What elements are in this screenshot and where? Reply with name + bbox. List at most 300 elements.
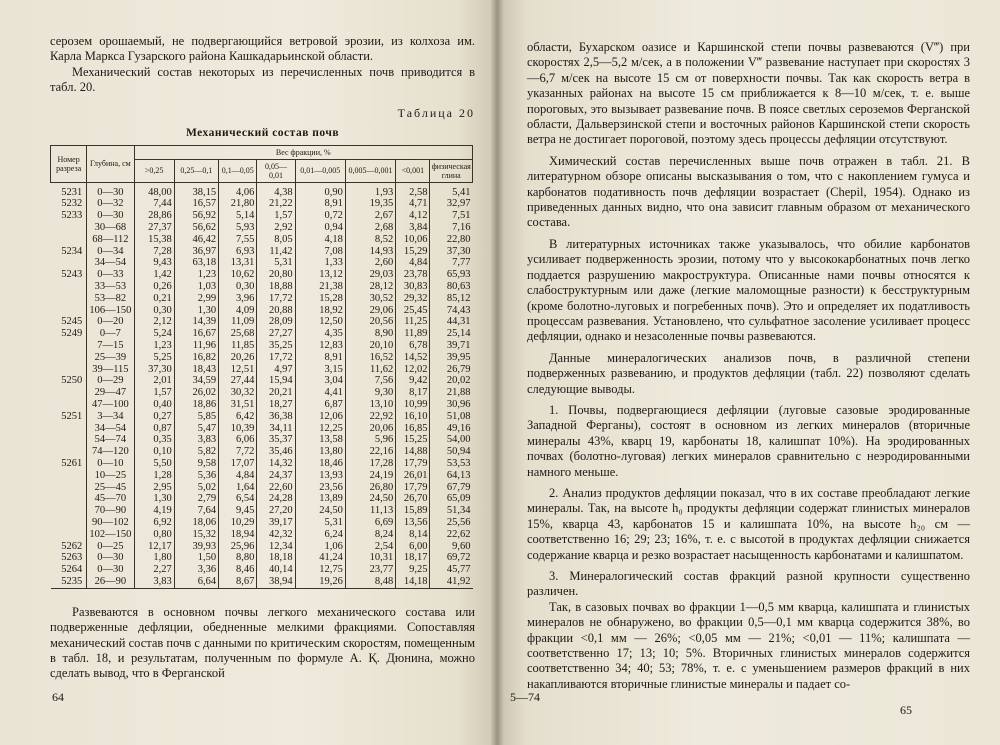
cell-value: 2,54 bbox=[345, 541, 395, 553]
table-row bbox=[51, 470, 473, 482]
table-row bbox=[51, 482, 473, 494]
cell-value: 51,08 bbox=[430, 411, 473, 423]
cell-value: 15,29 bbox=[396, 246, 430, 258]
cell-value: 8,67 bbox=[219, 576, 257, 588]
cell-value: 13,12 bbox=[295, 269, 345, 281]
cell-value: 29,32 bbox=[396, 293, 430, 305]
cell-value: 5,25 bbox=[134, 352, 174, 364]
cell-value: 16,52 bbox=[345, 352, 395, 364]
cell-value: 9,58 bbox=[174, 458, 218, 470]
cell-value: 18,17 bbox=[396, 552, 430, 564]
table-row bbox=[51, 281, 473, 293]
cell-value: 18,18 bbox=[257, 552, 295, 564]
cell-value: 85,12 bbox=[430, 293, 473, 305]
header-fraction-2: 0,1—0,05 bbox=[219, 159, 257, 182]
cell-section: 5245 bbox=[61, 316, 83, 328]
cell-value: 8,91 bbox=[295, 352, 345, 364]
cell-value: 28,12 bbox=[345, 281, 395, 293]
cell-value: 0,35 bbox=[134, 434, 174, 446]
cell-value: 13,58 bbox=[295, 434, 345, 446]
cell-value: 7,56 bbox=[345, 375, 395, 387]
cell-depth: 0—20 bbox=[87, 316, 134, 328]
table-row bbox=[51, 399, 473, 411]
cell-value: 3,84 bbox=[396, 222, 430, 234]
cell-value: 12,50 bbox=[295, 316, 345, 328]
right-page bbox=[497, 0, 1000, 745]
cell-value: 11,96 bbox=[174, 340, 218, 352]
cell-section: 5233 bbox=[61, 210, 83, 222]
cell-value: 1,57 bbox=[134, 387, 174, 399]
cell-value: 0,30 bbox=[219, 281, 257, 293]
cell-value: 20,21 bbox=[257, 387, 295, 399]
paragraph-conclusion-3: 3. Минералогический состав фракций разной крупности существенно различен. bbox=[527, 569, 970, 599]
cell-value: 13,80 bbox=[295, 446, 345, 458]
cell-value: 35,25 bbox=[257, 340, 295, 352]
cell-value: 37,30 bbox=[430, 246, 473, 258]
cell-value: 12,17 bbox=[134, 541, 174, 553]
cell-section bbox=[51, 364, 87, 376]
cell-value: 8,05 bbox=[257, 234, 295, 246]
cell-value: 2,68 bbox=[345, 222, 395, 234]
table-row bbox=[51, 458, 473, 470]
cell-value: 31,51 bbox=[219, 399, 257, 411]
cell-value: 64,13 bbox=[430, 470, 473, 482]
cell-section: 5231 bbox=[61, 186, 83, 198]
cell-section bbox=[51, 399, 87, 411]
cell-section bbox=[51, 234, 87, 246]
cell-value: 9,25 bbox=[396, 564, 430, 576]
cell-value: 23,77 bbox=[345, 564, 395, 576]
cell-value: 6,00 bbox=[396, 541, 430, 553]
cell-value: 5,36 bbox=[174, 470, 218, 482]
cell-value: 39,93 bbox=[174, 541, 218, 553]
cell-value: 10,29 bbox=[219, 517, 257, 529]
cell-depth: 54—74 bbox=[87, 434, 134, 446]
cell-value: 2,99 bbox=[174, 293, 218, 305]
cell-value: 3,15 bbox=[295, 364, 345, 376]
cell-value: 5,85 bbox=[174, 411, 218, 423]
cell-depth: 45—70 bbox=[87, 493, 134, 505]
cell-value: 14,93 bbox=[345, 246, 395, 258]
cell-value: 49,16 bbox=[430, 423, 473, 435]
cell-value: 1,28 bbox=[134, 470, 174, 482]
cell-value: 44,31 bbox=[430, 316, 473, 328]
table-row bbox=[51, 517, 473, 529]
table-row bbox=[51, 364, 473, 376]
cell-value: 10,06 bbox=[396, 234, 430, 246]
cell-value: 67,79 bbox=[430, 482, 473, 494]
paragraph-carbonates: В литературных источниках также указывалось, что обилие карбонатов усиливает подверженность эрозии, потому что у высококарбонатных почв легко поддается разрушению макроструктура. Описанные нами почвы относятся к слабоструктурным или даже (легкие маломощные разности) к бесструктурным (кроме болотно-луговых и погребенных почв). Это и определяет их податливость процессам развевания. Установлено, что сульфатное засоление усиливает процесс дефляции, однако и незасоленные почвы развеваются. bbox=[527, 236, 970, 344]
cell-depth: 70—90 bbox=[87, 505, 134, 517]
cell-value: 1,50 bbox=[174, 552, 218, 564]
cell-value: 29,03 bbox=[345, 269, 395, 281]
cell-section bbox=[51, 281, 87, 293]
cell-value: 6,87 bbox=[295, 399, 345, 411]
cell-section bbox=[51, 305, 87, 317]
paragraph-wind-speeds: области, Бухарском оазисе и Каршинской степи почвы развеваются (V‴) при скоростях 2,5—5,2 м/сек, а в положении V‴ развевание наступает при скоростях 3—6,7 м/сек на высоте 15 см от поверхности почвы. Так как скорость ветра в указанных районах на высоте 15 см приближается к 8—10 м/сек, т. е. выше пороговых, это вызывает развевание почв. В поясе светлых сероземов Ферганской области, Дальверзинской степи и восточных районов Каршинской степи скорость ветра не достигает пороговой, поэтому здесь процессы дефляции отсутствуют. bbox=[527, 40, 970, 147]
cell-value: 0,10 bbox=[134, 446, 174, 458]
cell-section bbox=[51, 257, 87, 269]
cell-value: 22,16 bbox=[345, 446, 395, 458]
cell-value: 3,83 bbox=[134, 576, 174, 588]
cell-value: 19,26 bbox=[295, 576, 345, 588]
table-row bbox=[51, 541, 473, 553]
cell-value: 5,41 bbox=[430, 182, 473, 198]
cell-value: 26,02 bbox=[174, 387, 218, 399]
cell-value: 17,07 bbox=[219, 458, 257, 470]
cell-value: 25,68 bbox=[219, 328, 257, 340]
cell-value: 9,30 bbox=[345, 387, 395, 399]
cell-value: 54,00 bbox=[430, 434, 473, 446]
cell-value: 5,50 bbox=[134, 458, 174, 470]
cell-value: 20,26 bbox=[219, 352, 257, 364]
cell-value: 9,43 bbox=[134, 257, 174, 269]
cell-value: 39,17 bbox=[257, 517, 295, 529]
table-row bbox=[51, 182, 473, 198]
cell-value: 39,95 bbox=[430, 352, 473, 364]
cell-value: 15,89 bbox=[396, 505, 430, 517]
cell-value: 25,56 bbox=[430, 517, 473, 529]
cell-depth: 0—30 bbox=[87, 210, 134, 222]
cell-value: 12,06 bbox=[295, 411, 345, 423]
cell-value: 4,71 bbox=[396, 198, 430, 210]
cell-value: 46,42 bbox=[174, 234, 218, 246]
cell-value: 26,79 bbox=[430, 364, 473, 376]
cell-value: 24,50 bbox=[295, 505, 345, 517]
cell-section: 5251 bbox=[61, 410, 83, 422]
cell-value: 18,92 bbox=[295, 305, 345, 317]
cell-value: 42,32 bbox=[257, 529, 295, 541]
cell-value: 10,99 bbox=[396, 399, 430, 411]
table-row bbox=[51, 316, 473, 328]
table-row bbox=[51, 434, 473, 446]
cell-depth: 102—150 bbox=[87, 529, 134, 541]
cell-value: 1,03 bbox=[174, 281, 218, 293]
cell-value: 35,37 bbox=[257, 434, 295, 446]
cell-value: 38,94 bbox=[257, 576, 295, 588]
cell-value: 6,64 bbox=[174, 576, 218, 588]
cell-value: 0,40 bbox=[134, 399, 174, 411]
cell-section bbox=[51, 340, 87, 352]
cell-value: 18,86 bbox=[174, 399, 218, 411]
cell-value: 34,59 bbox=[174, 375, 218, 387]
cell-value: 4,97 bbox=[257, 364, 295, 376]
cell-value: 5,47 bbox=[174, 423, 218, 435]
cell-value: 19,35 bbox=[345, 198, 395, 210]
cell-value: 12,34 bbox=[257, 541, 295, 553]
cell-value: 11,13 bbox=[345, 505, 395, 517]
cell-value: 0,80 bbox=[134, 529, 174, 541]
cell-depth: 34—54 bbox=[87, 257, 134, 269]
cell-value: 14,32 bbox=[257, 458, 295, 470]
cell-value: 20,56 bbox=[345, 316, 395, 328]
cell-depth: 25—45 bbox=[87, 482, 134, 494]
paragraph-fractions: Так, в сазовых почвах во фракции 1—0,5 мм кварца, калишпата и глинистых минералов не обнаружено, во фракции 0,5—0,1 мм кварца содержится 38%, во фракции <0,1 мм — 26%; <0,05 мм — 21%; <0,01 — 11%; калишпата — соответственно 17; 13; 10; 5%. Вторичных глинистых минералов содержится соответственно 34; 40; 53; 78%, т. е. с уменьшением размеров фракций в них накапливаются вторичные глинистые минералы и падает со- bbox=[527, 599, 970, 691]
cell-value: 18,46 bbox=[295, 458, 345, 470]
cell-value: 32,97 bbox=[430, 198, 473, 210]
cell-depth: 34—54 bbox=[87, 423, 134, 435]
table-reference-paragraph: Механический состав некоторых из перечисленных почв приводится в табл. 20. bbox=[50, 64, 475, 95]
table-row bbox=[51, 222, 473, 234]
cell-section bbox=[51, 387, 87, 399]
cell-value: 1,80 bbox=[134, 552, 174, 564]
cell-value: 40,14 bbox=[257, 564, 295, 576]
cell-depth: 68—112 bbox=[87, 234, 134, 246]
table-row bbox=[51, 564, 473, 576]
cell-value: 6,69 bbox=[345, 517, 395, 529]
cell-value: 24,19 bbox=[345, 470, 395, 482]
cell-value: 2,95 bbox=[134, 482, 174, 494]
cell-value: 0,87 bbox=[134, 423, 174, 435]
cell-value: 28,86 bbox=[134, 210, 174, 222]
cell-value: 2,67 bbox=[345, 210, 395, 222]
cell-value: 6,24 bbox=[295, 529, 345, 541]
cell-value: 5,31 bbox=[257, 257, 295, 269]
table-row bbox=[51, 198, 473, 210]
header-depth: Глубина, см bbox=[87, 145, 134, 182]
cell-depth: 0—25 bbox=[87, 541, 134, 553]
cell-value: 37,30 bbox=[134, 364, 174, 376]
cell-depth: 29—47 bbox=[87, 387, 134, 399]
cell-value: 15,32 bbox=[174, 529, 218, 541]
cell-value: 30,96 bbox=[430, 399, 473, 411]
cell-value: 35,46 bbox=[257, 446, 295, 458]
cell-value: 21,88 bbox=[430, 387, 473, 399]
cell-section: 5264 bbox=[61, 564, 83, 576]
cell-value: 11,89 bbox=[396, 328, 430, 340]
cell-value: 0,90 bbox=[295, 182, 345, 198]
cell-value: 15,28 bbox=[295, 293, 345, 305]
table-row bbox=[51, 246, 473, 258]
cell-value: 16,57 bbox=[174, 198, 218, 210]
cell-value: 0,26 bbox=[134, 281, 174, 293]
cell-value: 7,51 bbox=[430, 210, 473, 222]
cell-value: 1,23 bbox=[174, 269, 218, 281]
cell-value: 26,01 bbox=[396, 470, 430, 482]
header-fraction-5: 0,005—0,001 bbox=[345, 159, 395, 182]
cell-section bbox=[51, 446, 87, 458]
cell-section bbox=[51, 222, 87, 234]
cell-value: 63,18 bbox=[174, 257, 218, 269]
cell-value: 45,77 bbox=[430, 564, 473, 576]
header-fraction-6: <0,001 bbox=[396, 159, 430, 182]
cell-section bbox=[51, 293, 87, 305]
cell-value: 7,08 bbox=[295, 246, 345, 258]
cell-value: 20,02 bbox=[430, 375, 473, 387]
table-row bbox=[51, 210, 473, 222]
cell-value: 56,92 bbox=[174, 210, 218, 222]
header-fraction-1: 0,25—0,1 bbox=[174, 159, 218, 182]
cell-value: 11,85 bbox=[219, 340, 257, 352]
cell-value: 25,96 bbox=[219, 541, 257, 553]
cell-value: 26,70 bbox=[396, 493, 430, 505]
cell-section bbox=[51, 482, 87, 494]
cell-value: 5,96 bbox=[345, 434, 395, 446]
cell-value: 27,44 bbox=[219, 375, 257, 387]
cell-value: 6,78 bbox=[396, 340, 430, 352]
cell-depth: 106—150 bbox=[87, 305, 134, 317]
cell-value: 17,79 bbox=[396, 482, 430, 494]
cell-value: 24,28 bbox=[257, 493, 295, 505]
cell-value: 21,80 bbox=[219, 198, 257, 210]
paragraph-conclusion-1: 1. Почвы, подвергающиеся дефляции (луговые сазовые эродированные Западной Ферганы), состоят в основном из легких минералов (вторичные минералы 43%, кварц 19, карбонаты 18, калишпат 10%). На эродированных почвах (болотно-луговая) легких минералов сравнительно с неэродированными намного меньше. bbox=[527, 402, 970, 479]
cell-value: 7,77 bbox=[430, 257, 473, 269]
cell-value: 14,52 bbox=[396, 352, 430, 364]
cell-value: 2,58 bbox=[396, 182, 430, 198]
cell-value: 18,94 bbox=[219, 529, 257, 541]
cell-value: 9,42 bbox=[396, 375, 430, 387]
cell-value: 8,17 bbox=[396, 387, 430, 399]
cell-depth: 0—32 bbox=[87, 198, 134, 210]
table-title: Механический состав почв bbox=[185, 126, 340, 139]
cell-value: 8,52 bbox=[345, 234, 395, 246]
cell-section: 5250 bbox=[61, 375, 83, 387]
cell-value: 65,93 bbox=[430, 269, 473, 281]
table-row bbox=[51, 446, 473, 458]
cell-value: 4,19 bbox=[134, 505, 174, 517]
cell-value: 4,06 bbox=[219, 182, 257, 198]
cell-value: 8,90 bbox=[345, 328, 395, 340]
table-row bbox=[51, 411, 473, 423]
cell-value: 1,57 bbox=[257, 210, 295, 222]
cell-value: 2,01 bbox=[134, 375, 174, 387]
table-row bbox=[51, 423, 473, 435]
cell-value: 51,34 bbox=[430, 505, 473, 517]
cell-value: 5,31 bbox=[295, 517, 345, 529]
cell-value: 41,92 bbox=[430, 576, 473, 588]
cell-depth: 30—68 bbox=[87, 222, 134, 234]
cell-value: 1,23 bbox=[134, 340, 174, 352]
cell-value: 56,62 bbox=[174, 222, 218, 234]
cell-value: 8,80 bbox=[219, 552, 257, 564]
header-section-number: Номер разреза bbox=[51, 145, 87, 182]
cell-value: 4,41 bbox=[295, 387, 345, 399]
table-row bbox=[51, 293, 473, 305]
cell-depth: 53—82 bbox=[87, 293, 134, 305]
cell-value: 5,93 bbox=[219, 222, 257, 234]
cell-value: 5,24 bbox=[134, 328, 174, 340]
cell-value: 41,24 bbox=[295, 552, 345, 564]
cell-value: 38,15 bbox=[174, 182, 218, 198]
cell-value: 24,37 bbox=[257, 470, 295, 482]
cell-value: 30,32 bbox=[219, 387, 257, 399]
cell-section: 5232 bbox=[61, 198, 83, 210]
cell-value: 13,93 bbox=[295, 470, 345, 482]
cell-depth: 0—7 bbox=[87, 328, 134, 340]
cell-value: 69,72 bbox=[430, 552, 473, 564]
cell-value: 20,06 bbox=[345, 423, 395, 435]
cell-value: 13,89 bbox=[295, 493, 345, 505]
cell-value: 7,64 bbox=[174, 505, 218, 517]
cell-value: 1,06 bbox=[295, 541, 345, 553]
cell-value: 1,42 bbox=[134, 269, 174, 281]
cell-section bbox=[51, 470, 87, 482]
cell-value: 7,72 bbox=[219, 446, 257, 458]
cell-value: 18,88 bbox=[257, 281, 295, 293]
cell-value: 80,63 bbox=[430, 281, 473, 293]
cell-depth: 0—30 bbox=[87, 564, 134, 576]
cell-value: 20,80 bbox=[257, 269, 295, 281]
cell-value: 6,54 bbox=[219, 493, 257, 505]
cell-value: 30,52 bbox=[345, 293, 395, 305]
cell-value: 17,72 bbox=[257, 352, 295, 364]
cell-value: 11,09 bbox=[219, 316, 257, 328]
paragraph-chemical-composition: Химический состав перечисленных выше почв отражен в табл. 21. В литературном обзоре описаны высказывания о том, что с накоплением гумуса и карбонатов подативность почв дефляции возрастает (Chepil, 1954). Однако из приведенных данных видно, что она зависит главным образом от механического состава. bbox=[527, 153, 970, 230]
cell-value: 7,28 bbox=[134, 246, 174, 258]
table-label: Таблица 20 bbox=[397, 105, 475, 120]
cell-value: 18,43 bbox=[174, 364, 218, 376]
cell-value: 1,30 bbox=[134, 493, 174, 505]
cell-value: 16,85 bbox=[396, 423, 430, 435]
cell-depth: 74—120 bbox=[87, 446, 134, 458]
table-row bbox=[51, 234, 473, 246]
paragraph-mineralogical-intro: Данные минералогических анализов почв, в различной степени подверженных развеванию, и продуктов дефляции (табл. 22) позволяют сделать следующие выводы. bbox=[527, 350, 970, 396]
cell-value: 2,12 bbox=[134, 316, 174, 328]
cell-section: 5234 bbox=[61, 245, 83, 257]
cell-value: 53,53 bbox=[430, 458, 473, 470]
cell-depth: 0—10 bbox=[87, 458, 134, 470]
cell-value: 6,93 bbox=[219, 246, 257, 258]
table-row bbox=[51, 257, 473, 269]
cell-section: 5263 bbox=[61, 552, 83, 564]
cell-value: 4,38 bbox=[257, 182, 295, 198]
cell-value: 3,96 bbox=[219, 293, 257, 305]
cell-value: 10,31 bbox=[345, 552, 395, 564]
cell-value: 15,38 bbox=[134, 234, 174, 246]
cell-value: 22,80 bbox=[430, 234, 473, 246]
cell-value: 2,92 bbox=[257, 222, 295, 234]
cell-value: 14,39 bbox=[174, 316, 218, 328]
cell-value: 12,83 bbox=[295, 340, 345, 352]
table-row bbox=[51, 576, 473, 588]
cell-section: 5262 bbox=[61, 540, 83, 552]
cell-value: 21,22 bbox=[257, 198, 295, 210]
table-row bbox=[51, 328, 473, 340]
cell-value: 26,80 bbox=[345, 482, 395, 494]
cell-value: 1,93 bbox=[345, 182, 395, 198]
table-row bbox=[51, 529, 473, 541]
table-row bbox=[51, 340, 473, 352]
cell-value: 5,14 bbox=[219, 210, 257, 222]
cell-value: 5,02 bbox=[174, 482, 218, 494]
cell-value: 20,10 bbox=[345, 340, 395, 352]
cell-value: 34,11 bbox=[257, 423, 295, 435]
cell-value: 13,56 bbox=[396, 517, 430, 529]
cell-value: 30,83 bbox=[396, 281, 430, 293]
cell-value: 11,62 bbox=[345, 364, 395, 376]
cell-section bbox=[51, 352, 87, 364]
cell-value: 23,56 bbox=[295, 482, 345, 494]
cell-value: 27,27 bbox=[257, 328, 295, 340]
cell-value: 7,16 bbox=[430, 222, 473, 234]
cell-value: 0,72 bbox=[295, 210, 345, 222]
cell-value: 11,25 bbox=[396, 316, 430, 328]
cell-value: 7,55 bbox=[219, 234, 257, 246]
cell-value: 0,94 bbox=[295, 222, 345, 234]
cell-value: 6,42 bbox=[219, 411, 257, 423]
cell-value: 6,06 bbox=[219, 434, 257, 446]
cell-depth: 90—102 bbox=[87, 517, 134, 529]
left-page bbox=[0, 0, 497, 745]
table-row bbox=[51, 305, 473, 317]
cell-value: 10,39 bbox=[219, 423, 257, 435]
cell-value: 3,04 bbox=[295, 375, 345, 387]
cell-value: 1,33 bbox=[295, 257, 345, 269]
printer-signature: 5—74 bbox=[510, 690, 540, 704]
header-fraction-0: >0,25 bbox=[134, 159, 174, 182]
cell-value: 4,84 bbox=[219, 470, 257, 482]
cell-value: 28,09 bbox=[257, 316, 295, 328]
